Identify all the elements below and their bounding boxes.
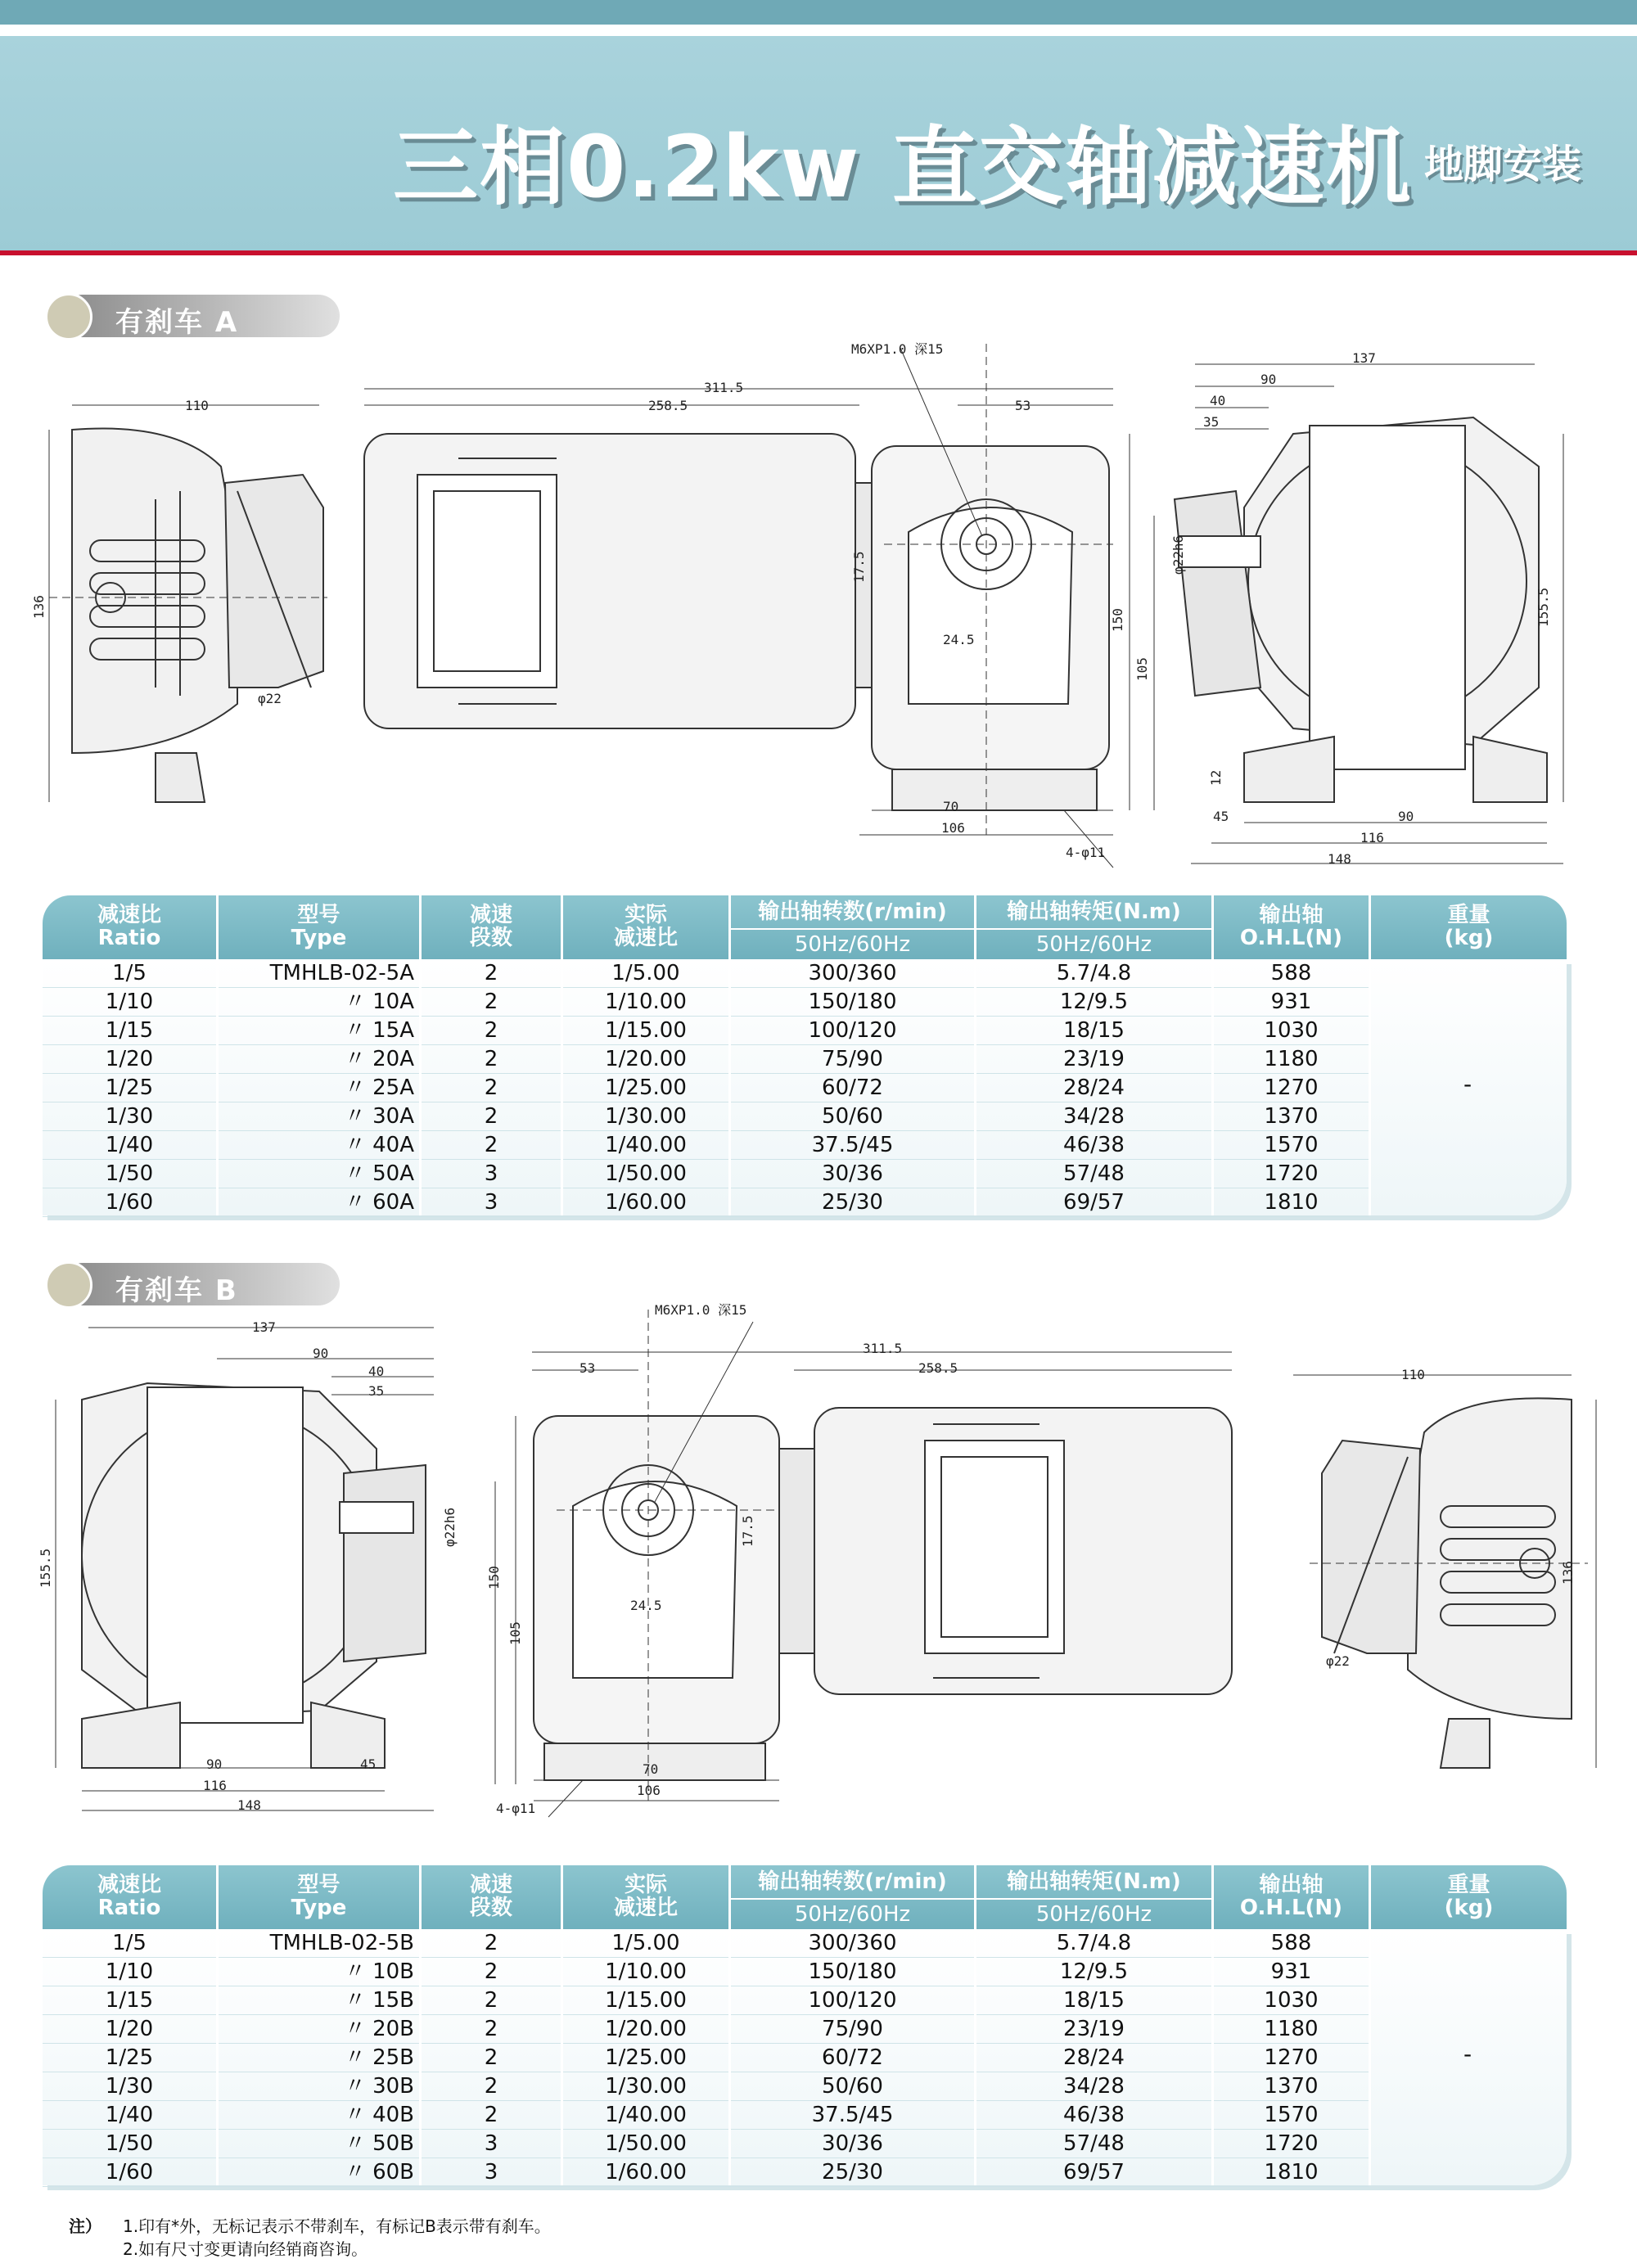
- cell-torque: 23/19: [1063, 2017, 1125, 2041]
- cell-actual: 1/5.00: [611, 961, 680, 985]
- section-tab-label: 有刹车 B: [115, 1274, 238, 1307]
- cell-actual: 1/50.00: [605, 1161, 687, 1186]
- cell-ohl: 1270: [1264, 2045, 1319, 2070]
- cell-ratio: 1/10: [105, 990, 154, 1014]
- dim-b-side-left-f148: 148: [237, 1797, 261, 1813]
- cell-torque: 46/38: [1063, 2103, 1125, 2127]
- dim-b-front-motor: 258.5: [918, 1360, 958, 1376]
- cell-speed: 100/120: [808, 1988, 897, 2013]
- cell-torque: 57/48: [1063, 2131, 1125, 2156]
- cell-actual: 1/10.00: [605, 1959, 687, 1984]
- table-b-weight: -: [1463, 2040, 1472, 2067]
- header-speed: 输出轴转数(r/min): [758, 900, 947, 924]
- dim-b-side-right-shaft: φ22: [1326, 1653, 1350, 1669]
- cell-torque: 5.7/4.8: [1056, 1931, 1132, 1955]
- table-row: [43, 2130, 1369, 2158]
- cell-speed: 60/72: [822, 2045, 883, 2070]
- cell-stages: 2: [484, 1018, 498, 1043]
- cell-actual: 1/60.00: [605, 1190, 687, 1215]
- dim-a-side-right-h12: 12: [1208, 769, 1224, 786]
- cell-ratio: 1/40: [105, 2103, 154, 2127]
- cell-type: 〃 10A: [344, 990, 414, 1014]
- table-row: [43, 2015, 1369, 2044]
- cell-stages: 3: [484, 1161, 498, 1186]
- dim-a-front-24-5: 24.5: [943, 632, 975, 647]
- cell-torque: 69/57: [1063, 1190, 1125, 1215]
- dim-b-side-right-h: 136: [1560, 1561, 1576, 1585]
- cell-ohl: 1030: [1264, 1988, 1319, 2013]
- cell-stages: 3: [484, 2131, 498, 2156]
- cell-actual: 1/50.00: [605, 2131, 687, 2156]
- cell-actual: 1/30.00: [605, 1104, 687, 1129]
- cell-type: 〃 20A: [344, 1047, 414, 1071]
- cell-type: 〃 25A: [344, 1075, 414, 1100]
- table-a-weight: -: [1463, 1071, 1472, 1098]
- dim-a-front-h150: 150: [1110, 608, 1125, 632]
- cell-ratio: 1/60: [105, 2160, 154, 2185]
- cell-speed: 150/180: [808, 1959, 897, 1984]
- drawing-b-lines: [33, 1310, 1580, 1817]
- cell-ratio: 1/15: [105, 1018, 154, 1043]
- cell-speed: 50/60: [822, 2074, 883, 2099]
- cell-speed: 100/120: [808, 1018, 897, 1043]
- page-title: 三相0.2kw 直交轴减速机: [393, 117, 1413, 217]
- cell-stages: 2: [484, 990, 498, 1014]
- cell-torque: 18/15: [1063, 1018, 1125, 1043]
- dim-b-side-left-137: 137: [252, 1319, 276, 1335]
- table-row: [43, 1045, 1369, 1074]
- dim-b-side-left-h155: 155.5: [38, 1548, 53, 1588]
- cell-stages: 3: [484, 2160, 498, 2185]
- notes-label: 注）: [69, 2216, 101, 2236]
- cell-actual: 1/25.00: [605, 1075, 687, 1100]
- cell-ratio: 1/10: [105, 1959, 154, 1984]
- header-torque-sub: 50Hz/60Hz: [1035, 1902, 1152, 1927]
- header-torque: 输出轴转矩(N.m): [1007, 900, 1181, 924]
- cell-stages: 2: [484, 1047, 498, 1071]
- dim-a-side-left-h: 136: [31, 595, 47, 619]
- dim-a-front-total: 311.5: [704, 380, 744, 395]
- drawing-a: [31, 341, 1580, 868]
- cell-ohl: 1810: [1264, 2160, 1319, 2185]
- cell-ohl: 1370: [1264, 2074, 1319, 2099]
- cell-ohl: 1720: [1264, 1161, 1319, 1186]
- cell-type: TMHLB-02-5B: [269, 1931, 414, 1955]
- dim-b-side-left-35: 35: [368, 1383, 385, 1399]
- cell-torque: 12/9.5: [1059, 990, 1129, 1014]
- dim-b-front-thread: M6XP1.0 深15: [655, 1302, 747, 1318]
- dim-b-front-17-5: 17.5: [740, 1515, 755, 1547]
- table-row: [43, 1188, 1369, 1217]
- header-ohl: 输出轴 O.H.L(N): [1239, 903, 1343, 950]
- cell-stages: 2: [484, 2103, 498, 2127]
- cell-speed: 300/360: [808, 1931, 897, 1955]
- cell-speed: 30/36: [822, 2131, 883, 2156]
- dim-a-side-right-f90: 90: [1398, 809, 1414, 824]
- cell-actual: 1/5.00: [611, 1931, 680, 1955]
- cell-torque: 12/9.5: [1059, 1959, 1129, 1984]
- drawing-b-side-left: [56, 1328, 434, 1810]
- header-stages: 减速 段数: [469, 1873, 512, 1920]
- dim-b-front-h105: 105: [507, 1621, 523, 1645]
- header-ratio: 减速比 Ratio: [97, 1873, 161, 1920]
- dim-a-front-foot70: 70: [943, 799, 959, 814]
- header-type: 型号 Type: [291, 1873, 347, 1920]
- header-stages: 减速 段数: [469, 903, 512, 950]
- cell-speed: 30/36: [822, 1161, 883, 1186]
- cell-type: 〃 20B: [344, 2017, 414, 2041]
- cell-type: TMHLB-02-5A: [269, 961, 414, 985]
- table-row: [43, 2158, 1369, 2187]
- cell-type: 〃 60B: [344, 2160, 414, 2185]
- cell-ohl: 588: [1270, 1931, 1312, 1955]
- cell-type: 〃 40B: [344, 2103, 414, 2127]
- cell-stages: 2: [484, 1133, 498, 1157]
- cell-stages: 3: [484, 1190, 498, 1215]
- cell-actual: 1/25.00: [605, 2045, 687, 2070]
- cell-stages: 2: [484, 2017, 498, 2041]
- cell-actual: 1/15.00: [605, 1988, 687, 2013]
- spec-table-a: [43, 895, 1567, 1223]
- cell-type: 〃 30A: [344, 1104, 414, 1129]
- dim-b-side-left-f116: 116: [203, 1778, 227, 1793]
- dim-a-front-holes: 4-φ11: [1066, 845, 1106, 860]
- cell-ratio: 1/5: [112, 961, 147, 985]
- cell-ohl: 1570: [1264, 1133, 1319, 1157]
- cell-ratio: 1/40: [105, 1133, 154, 1157]
- cell-actual: 1/10.00: [605, 990, 687, 1014]
- table-a-body: [43, 959, 1567, 1215]
- cell-stages: 2: [484, 1104, 498, 1129]
- cell-ohl: 931: [1270, 1959, 1312, 1984]
- cell-ohl: 1030: [1264, 1018, 1319, 1043]
- table-row: [43, 1958, 1369, 1986]
- cell-type: 〃 50B: [344, 2131, 414, 2156]
- cell-ratio: 1/15: [105, 1988, 154, 2013]
- cell-ratio: 1/20: [105, 2017, 154, 2041]
- note-line: 1.印有*外，无标记表示不带刹车，有标记B表示带有刹车。: [123, 2216, 551, 2236]
- cell-type: 〃 15A: [344, 1018, 414, 1043]
- header-speed-sub: 50Hz/60Hz: [794, 1902, 911, 1927]
- dim-b-front-h150: 150: [486, 1566, 502, 1589]
- dim-b-side-left-40: 40: [368, 1364, 385, 1379]
- header-ohl: 输出轴 O.H.L(N): [1239, 1873, 1343, 1920]
- dim-a-side-right-h155: 155.5: [1536, 587, 1551, 627]
- dim-a-side-right-116: 116: [1360, 830, 1384, 845]
- dim-a-front-17-5: 17.5: [851, 551, 867, 583]
- table-row: [43, 2044, 1369, 2072]
- dim-a-front-h105: 105: [1134, 657, 1150, 681]
- table-row: [43, 988, 1369, 1017]
- cell-speed: 75/90: [822, 2017, 883, 2041]
- dim-a-front-gearbox: 53: [1015, 398, 1031, 413]
- table-row: [43, 959, 1369, 988]
- dim-a-front-thread: M6XP1.0 深15: [851, 341, 944, 357]
- cell-actual: 1/40.00: [605, 2103, 687, 2127]
- header-torque-sub: 50Hz/60Hz: [1035, 932, 1152, 957]
- cell-ratio: 1/50: [105, 2131, 154, 2156]
- dim-b-front-total: 311.5: [863, 1341, 903, 1356]
- cell-speed: 60/72: [822, 1075, 883, 1100]
- cell-type: 〃 40A: [344, 1133, 414, 1157]
- drawing-a-side-left: [49, 405, 327, 802]
- dim-b-front-gearbox: 53: [579, 1360, 596, 1376]
- drawing-b-front: [495, 1310, 1232, 1817]
- cell-type: 〃 25B: [344, 2045, 414, 2070]
- section-tab-label: 有刹车 A: [115, 306, 239, 339]
- top-color-strip: [0, 0, 1637, 25]
- cell-speed: 50/60: [822, 1104, 883, 1129]
- table-row: [43, 2072, 1369, 2101]
- drawing-a-lines: [33, 344, 1580, 868]
- cell-speed: 75/90: [822, 1047, 883, 1071]
- table-row: [43, 2101, 1369, 2130]
- dim-a-front-foot106: 106: [941, 820, 965, 836]
- spec-table-b: [43, 1865, 1567, 2193]
- cell-speed: 300/360: [808, 961, 897, 985]
- cell-ratio: 1/60: [105, 1190, 154, 1215]
- cell-ratio: 1/5: [112, 1931, 147, 1955]
- note-line: 2.如有尺寸变更请向经销商咨询。: [123, 2239, 368, 2259]
- cell-speed: 37.5/45: [811, 2103, 894, 2127]
- cell-speed: 37.5/45: [811, 1133, 894, 1157]
- dim-b-front-foot70: 70: [643, 1761, 659, 1777]
- cell-actual: 1/20.00: [605, 2017, 687, 2041]
- cell-stages: 2: [484, 1931, 498, 1955]
- cell-ohl: 1810: [1264, 1190, 1319, 1215]
- drawing-b: [33, 1302, 1580, 1817]
- cell-torque: 34/28: [1063, 1104, 1125, 1129]
- cell-type: 〃 50A: [344, 1161, 414, 1186]
- cell-type: 〃 15B: [344, 1988, 414, 2013]
- cell-torque: 5.7/4.8: [1056, 961, 1132, 985]
- cell-ohl: 1180: [1264, 1047, 1319, 1071]
- cell-ratio: 1/30: [105, 1104, 154, 1129]
- cell-torque: 18/15: [1063, 1988, 1125, 2013]
- dim-a-side-right-45: 45: [1213, 809, 1229, 824]
- table-b-body: [43, 1929, 1567, 2185]
- header-ratio: 减速比 Ratio: [97, 903, 161, 950]
- cell-stages: 2: [484, 1959, 498, 1984]
- header-speed: 输出轴转数(r/min): [758, 1869, 947, 1894]
- header-weight: 重量 (kg): [1444, 903, 1494, 950]
- cell-actual: 1/40.00: [605, 1133, 687, 1157]
- cell-torque: 23/19: [1063, 1047, 1125, 1071]
- table-row: [43, 1102, 1369, 1131]
- header-torque: 输出轴转矩(N.m): [1007, 1869, 1181, 1894]
- cell-stages: 2: [484, 1988, 498, 2013]
- cell-type: 〃 30B: [344, 2074, 414, 2099]
- drawing-a-front: [364, 344, 1154, 868]
- cell-ohl: 1720: [1264, 2131, 1319, 2156]
- dim-a-side-left-shaft: φ22: [258, 691, 282, 706]
- dim-a-side-left-w: 110: [185, 398, 209, 413]
- dim-b-side-left-shaft: φ22h6: [442, 1507, 458, 1547]
- dim-a-side-right-137: 137: [1352, 350, 1376, 366]
- cell-torque: 28/24: [1063, 1075, 1125, 1100]
- cell-ratio: 1/25: [105, 1075, 154, 1100]
- header-speed-sub: 50Hz/60Hz: [794, 932, 911, 957]
- table-row: [43, 1017, 1369, 1045]
- cell-actual: 1/20.00: [605, 1047, 687, 1071]
- table-row: [43, 1074, 1369, 1102]
- cell-type: 〃 10B: [344, 1959, 414, 1984]
- cell-actual: 1/15.00: [605, 1018, 687, 1043]
- dim-a-side-right-90: 90: [1260, 372, 1277, 387]
- cell-torque: 69/57: [1063, 2160, 1125, 2185]
- header-actual: 实际 减速比: [613, 1873, 678, 1920]
- cell-speed: 150/180: [808, 990, 897, 1014]
- header-actual: 实际 减速比: [613, 903, 678, 950]
- cell-ohl: 931: [1270, 990, 1312, 1014]
- table-row: [43, 1929, 1369, 1958]
- cell-ohl: 588: [1270, 961, 1312, 985]
- cell-ohl: 1270: [1264, 1075, 1319, 1100]
- table-row: [43, 1986, 1369, 2015]
- dim-a-front-motor: 258.5: [648, 398, 688, 413]
- dim-b-front-foot106: 106: [637, 1783, 661, 1798]
- header-divider: [0, 250, 1637, 255]
- cell-ohl: 1180: [1264, 2017, 1319, 2041]
- dim-a-side-right-148: 148: [1328, 851, 1351, 867]
- cell-ohl: 1370: [1264, 1104, 1319, 1129]
- cell-speed: 25/30: [822, 2160, 883, 2185]
- cell-ratio: 1/30: [105, 2074, 154, 2099]
- dim-b-side-left-f90: 90: [206, 1756, 223, 1772]
- cell-actual: 1/30.00: [605, 2074, 687, 2099]
- cell-torque: 28/24: [1063, 2045, 1125, 2070]
- dim-b-side-right-w: 110: [1401, 1367, 1425, 1382]
- dim-b-front-24-5: 24.5: [630, 1598, 662, 1613]
- table-a-header: [43, 895, 1567, 959]
- cell-ratio: 1/50: [105, 1161, 154, 1186]
- cell-speed: 25/30: [822, 1190, 883, 1215]
- cell-stages: 2: [484, 2074, 498, 2099]
- cell-stages: 2: [484, 961, 498, 985]
- section-tab-a: [45, 293, 341, 340]
- cell-ratio: 1/25: [105, 2045, 154, 2070]
- header-type: 型号 Type: [291, 903, 347, 950]
- cell-stages: 2: [484, 2045, 498, 2070]
- table-row: [43, 1131, 1369, 1160]
- dim-b-side-left-90: 90: [313, 1346, 329, 1361]
- cell-type: 〃 60A: [344, 1190, 414, 1215]
- cell-torque: 57/48: [1063, 1161, 1125, 1186]
- dim-b-side-left-f45: 45: [360, 1756, 377, 1772]
- table-row: [43, 1160, 1369, 1188]
- dim-a-side-right-40: 40: [1210, 393, 1226, 408]
- cell-ohl: 1570: [1264, 2103, 1319, 2127]
- page-subtitle: 地脚安装: [1424, 142, 1582, 187]
- cell-torque: 34/28: [1063, 2074, 1125, 2099]
- table-b-header: [43, 1865, 1567, 1929]
- dim-a-side-right-shaft: φ22h6: [1170, 534, 1186, 575]
- drawing-a-side-right: [1175, 364, 1563, 863]
- header-weight: 重量 (kg): [1444, 1873, 1494, 1920]
- cell-ratio: 1/20: [105, 1047, 154, 1071]
- cell-actual: 1/60.00: [605, 2160, 687, 2185]
- section-tab-b: [45, 1261, 341, 1309]
- cell-torque: 46/38: [1063, 1133, 1125, 1157]
- cell-stages: 2: [484, 1075, 498, 1100]
- dim-a-side-right-35: 35: [1203, 414, 1220, 430]
- drawing-b-side-right: [1293, 1375, 1596, 1768]
- dim-b-front-holes: 4-φ11: [496, 1801, 536, 1816]
